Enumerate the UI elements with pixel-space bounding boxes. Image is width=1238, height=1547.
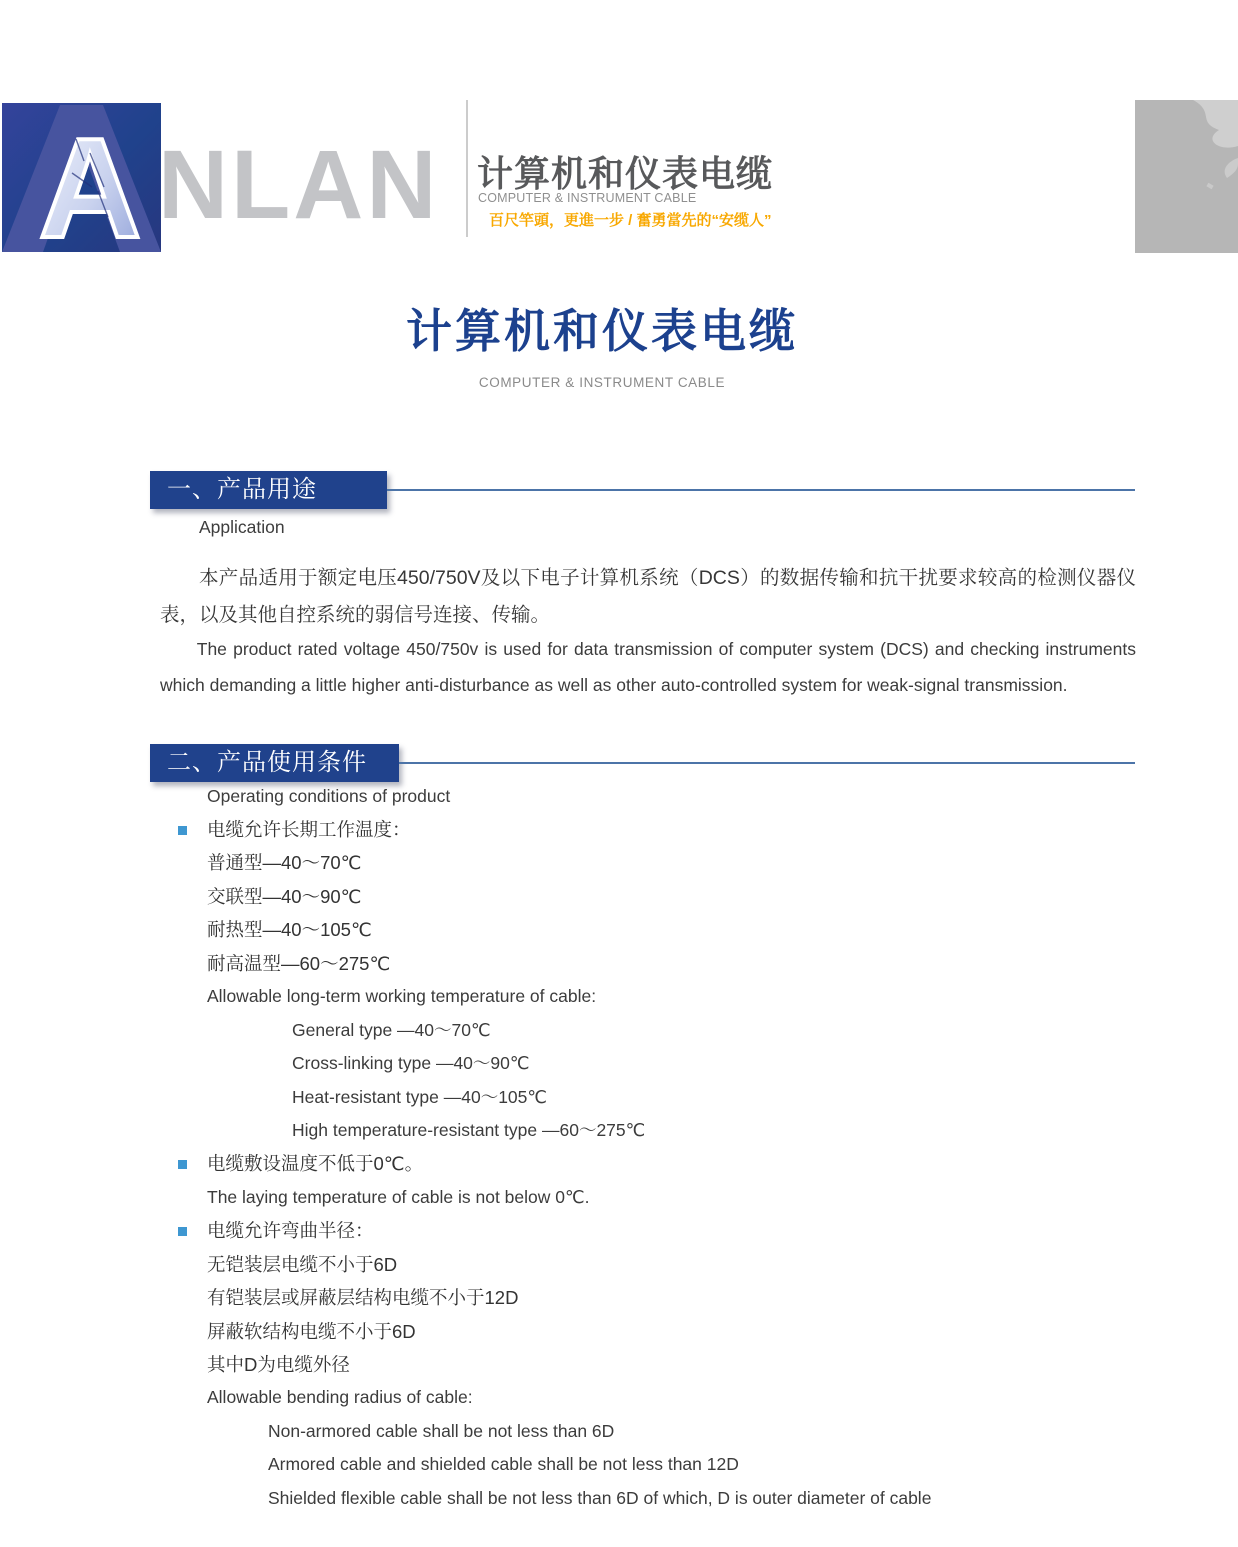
condition-text: Armored cable and shielded cable shall be not less than 12D xyxy=(268,1454,739,1475)
bullet-square-icon xyxy=(178,826,187,835)
condition-text: Shielded flexible cable shall be not less than 6D of which, D is outer diameter of cable xyxy=(268,1487,932,1508)
condition-item xyxy=(0,1114,1135,1147)
condition-text: 电缆敷设温度不低于0℃。 xyxy=(207,1153,424,1175)
condition-item xyxy=(0,1415,1135,1448)
section-2-heading: 二、产品使用条件 xyxy=(150,744,399,782)
header-divider xyxy=(466,100,468,237)
page-subtitle: COMPUTER & INSTRUMENT CABLE xyxy=(478,375,726,390)
header-product-title-en: COMPUTER & INSTRUMENT CABLE xyxy=(478,191,697,205)
condition-text: 有铠装层或屏蔽层结构电缆不小于12D xyxy=(207,1287,519,1309)
section-1-heading: 一、产品用途 xyxy=(150,471,387,509)
svg-text:A: A xyxy=(38,109,142,252)
logo-wordmark: NLAN xyxy=(158,130,440,239)
condition-text: 屏蔽软结构电缆不小于6D xyxy=(207,1320,416,1342)
condition-item xyxy=(0,1315,1135,1348)
logo-a-icon xyxy=(2,103,161,252)
condition-item xyxy=(0,846,1135,879)
condition-item xyxy=(0,947,1135,980)
section-2-heading-en: Operating conditions of product xyxy=(207,786,451,806)
bullet-square-icon xyxy=(178,1160,187,1169)
condition-text: 电缆允许长期工作温度： xyxy=(207,819,411,840)
condition-item xyxy=(0,1214,1135,1247)
condition-text: 无铠装层电缆不小于6D xyxy=(207,1253,398,1275)
condition-item xyxy=(0,1047,1135,1080)
condition-item xyxy=(0,880,1135,913)
section-2-rule xyxy=(399,762,1135,764)
condition-text: 普通型—40～70℃ xyxy=(207,852,362,874)
condition-text: Allowable bending radius of cable: xyxy=(207,1387,473,1408)
conditions-list xyxy=(0,813,1135,1515)
corner-photo xyxy=(1135,100,1238,253)
condition-text: 耐高温型—60～275℃ xyxy=(207,952,391,974)
condition-text: Allowable long-term working temperature of cable: xyxy=(207,986,597,1007)
header-slogan: 百尺竿頭，更進一步 / 奮勇當先的“安缆人” xyxy=(489,212,772,229)
application-paragraph-en: The product rated voltage 450/750v is used for data transmission of computer system (DCS) and checking instruments which demanding a little higher anti-disturbance as well as other auto-controlled system for weak-signal transmission. xyxy=(160,639,1136,695)
condition-item xyxy=(0,1281,1135,1314)
application-paragraph-cn: 本产品适用于额定电压450/750V及以下电子计算机系统（DCS）的数据传输和抗干扰要求较高的检测仪器仪表，以及其他自控系统的弱信号连接、传输。 xyxy=(160,567,1136,626)
condition-text: 电缆允许弯曲半径： xyxy=(207,1220,374,1242)
condition-item xyxy=(0,1348,1135,1381)
anlan-logo xyxy=(2,103,161,252)
condition-text: Non-armored cable shall be not less than 6D xyxy=(268,1420,615,1441)
condition-item xyxy=(0,1014,1135,1047)
condition-item xyxy=(0,913,1135,946)
condition-text: Heat-resistant type —40～105℃ xyxy=(292,1086,548,1107)
condition-item xyxy=(0,813,1135,846)
header-product-title-cn: 计算机和仪表电缆 xyxy=(477,153,774,194)
condition-item xyxy=(0,1448,1135,1481)
condition-item xyxy=(0,1181,1135,1214)
condition-text: General type —40～70℃ xyxy=(292,1019,491,1040)
page-title: 计算机和仪表电缆 xyxy=(406,305,798,357)
section-1-heading-en: Application xyxy=(199,517,285,537)
condition-text: The laying temperature of cable is not below 0℃. xyxy=(207,1186,590,1207)
condition-text: High temperature-resistant type —60～275℃ xyxy=(292,1119,646,1140)
bullet-square-icon xyxy=(178,1227,187,1236)
condition-item xyxy=(0,1381,1135,1414)
condition-text: 交联型—40～90℃ xyxy=(207,885,362,907)
leaf-pattern-icon xyxy=(1135,100,1238,253)
condition-text: 耐热型—40～105℃ xyxy=(207,919,372,941)
condition-item xyxy=(0,980,1135,1013)
condition-text: 其中D为电缆外径 xyxy=(207,1354,350,1375)
condition-item xyxy=(0,1248,1135,1281)
condition-item xyxy=(0,1081,1135,1114)
condition-item xyxy=(0,1147,1135,1180)
section-1-rule xyxy=(387,489,1135,491)
condition-item xyxy=(0,1482,1135,1515)
page-title-block xyxy=(102,295,1102,390)
condition-text: Cross-linking type —40～90℃ xyxy=(292,1053,530,1074)
